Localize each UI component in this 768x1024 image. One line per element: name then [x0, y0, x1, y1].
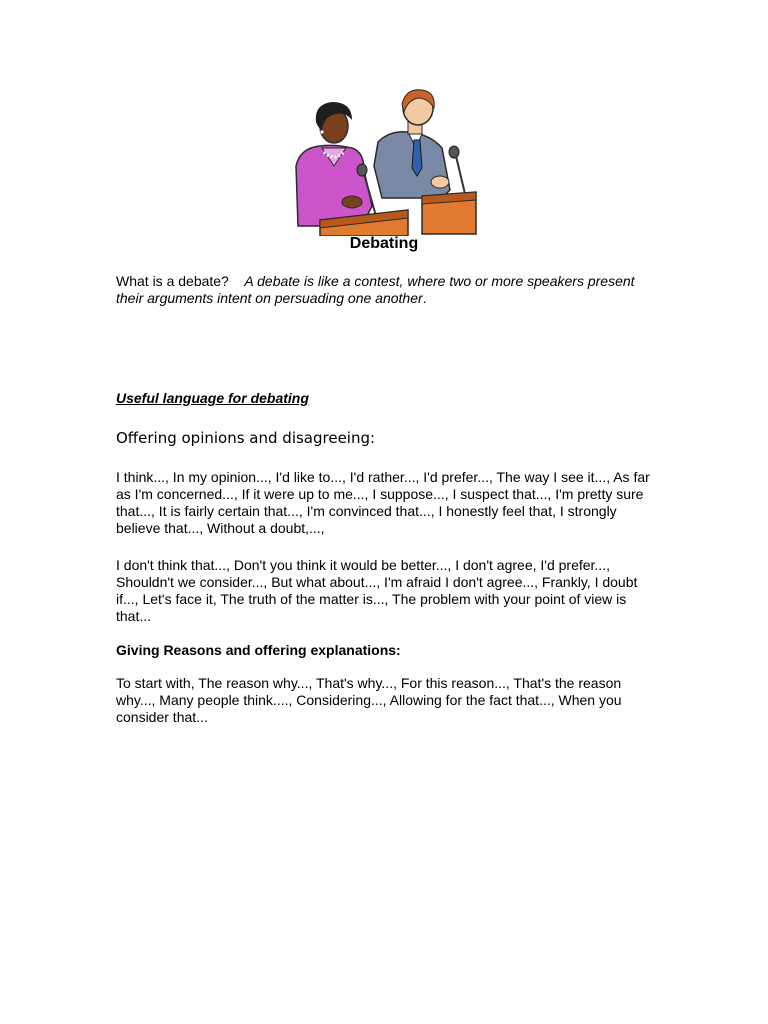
- intro-answer: A debate is like a contest, where two or more speakers present their arguments intent on persuading one another: [116, 273, 635, 306]
- intro-question: What is a debate?: [116, 273, 229, 289]
- page-title: [0, 234, 768, 254]
- page-title-text: Debating: [349, 235, 419, 252]
- useful-language-heading: Useful language for debating: [116, 390, 309, 406]
- opinions-heading: Offering opinions and disagreeing:: [116, 429, 376, 447]
- intro-paragraph: What is a debate? A debate is like a contest, where two or more speakers present their arguments intent on persuading one another.: [116, 273, 635, 306]
- reasons-heading: Giving Reasons and offering explanations:: [116, 642, 401, 658]
- opinions-paragraph-2: I don't think that..., Don't you think it would be better..., I don't agree, I'd prefer..., Shouldn't we consider..., But what about..., I'm afraid I don't agree..., Frankly, I doubt if..., Let's face it, The truth of the matter is..., The problem with your point of view is that...: [116, 557, 638, 624]
- reasons-paragraph: To start with, The reason why..., That's why..., For this reason..., That's the reason why..., Many people think...., Considering..., Allowing for the fact that..., When you consider that...: [116, 675, 622, 725]
- opinions-paragraph-1: I think..., In my opinion..., I'd like to..., I'd rather..., I'd prefer..., The way I see it..., As far as I'm concerned..., If it were up to me..., I suppose..., I suspect that..., I'm pretty sure that..., It is fairly certain that..., I'm convinced that..., I honestly feel that, I strongly believe that..., Without a doubt,...,: [116, 469, 650, 536]
- debate-podium-icon: [290, 86, 478, 236]
